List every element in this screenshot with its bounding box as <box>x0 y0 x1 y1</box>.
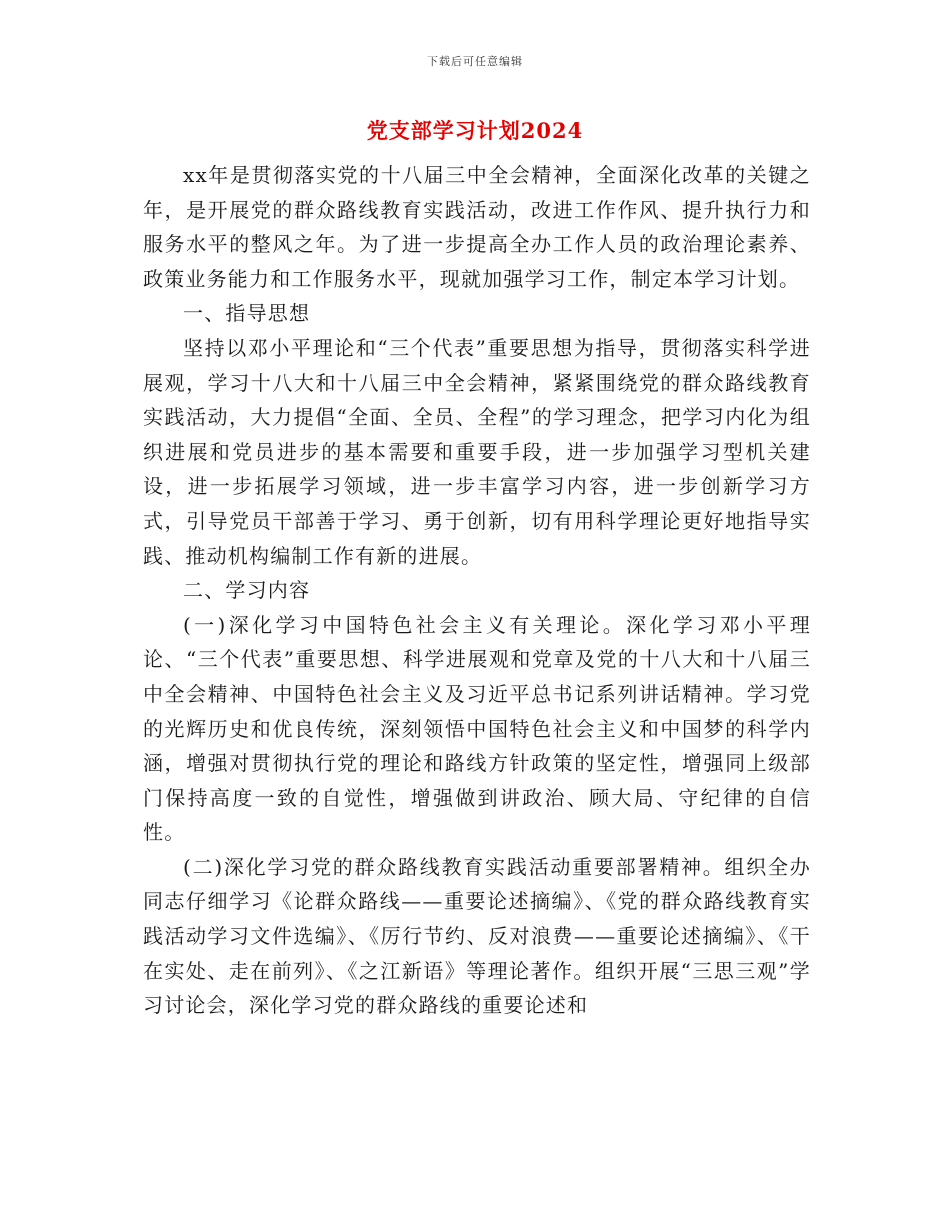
paragraph-study-content-2: (二)深化学习党的群众路线教育实践活动重要部署精神。组织全办同志仔细学习《论群众路线——重要论述摘编》、《党的群众路线教育实践活动学习文件选编》、《厉行节约、反对浪费——重要论述摘编》、《干在实处、走在前列》、《之江新语》等理论著作。组织开展“三思三观”学习讨论会，深化学习党的群众路线的重要论述和 <box>143 854 811 1018</box>
document-body <box>143 158 811 1023</box>
paragraph-intro: xx年是贯彻落实党的十八届三中全会精神，全面深化改革的关键之年，是开展党的群众路线教育实践活动，改进工作作风、提升执行力和服务水平的整风之年。为了进一步提高全办工作人员的政治理论素养、政策业务能力和工作服务水平，现就加强学习工作，制定本学习计划。 <box>143 163 811 291</box>
header-note: 下载后可任意编辑 <box>427 55 523 68</box>
document-title: 党支部学习计划2024 <box>366 118 584 143</box>
section-heading-study-content: 二、学习内容 <box>183 578 311 603</box>
paragraph-study-content-1: (一)深化学习中国特色社会主义有关理论。深化学习邓小平理论、“三个代表”重要思想、科学进展观和党章及党的十八大和十八届三中全会精神、中国特色社会主义及习近平总书记系列讲话精神。学习党的光辉历史和优良传统，深刻领悟中国特色社会主义和中国梦的科学内涵，增强对贯彻执行党的理论和路线方针政策的坚定性，增强同上级部门保持高度一致的自觉性，增强做到讲政治、顾大局、守纪律的自信性。 <box>143 612 811 845</box>
section-heading-guiding-ideology: 一、指导思想 <box>183 301 311 326</box>
paragraph-guiding-ideology: 坚持以邓小平理论和“三个代表”重要思想为指导，贯彻落实科学进展观，学习十八大和十八届三中全会精神，紧紧围绕党的群众路线教育实践活动，大力提倡“全面、全员、全程”的学习理念，把学习内化为组织进展和党员进步的基本需要和重要手段，进一步加强学习型机关建设，进一步拓展学习领域，进一步丰富学习内容，进一步创新学习方式，引导党员干部善于学习、勇于创新，切有用科学理论更好地指导实践、推动机构编制工作有新的进展。 <box>143 335 811 568</box>
